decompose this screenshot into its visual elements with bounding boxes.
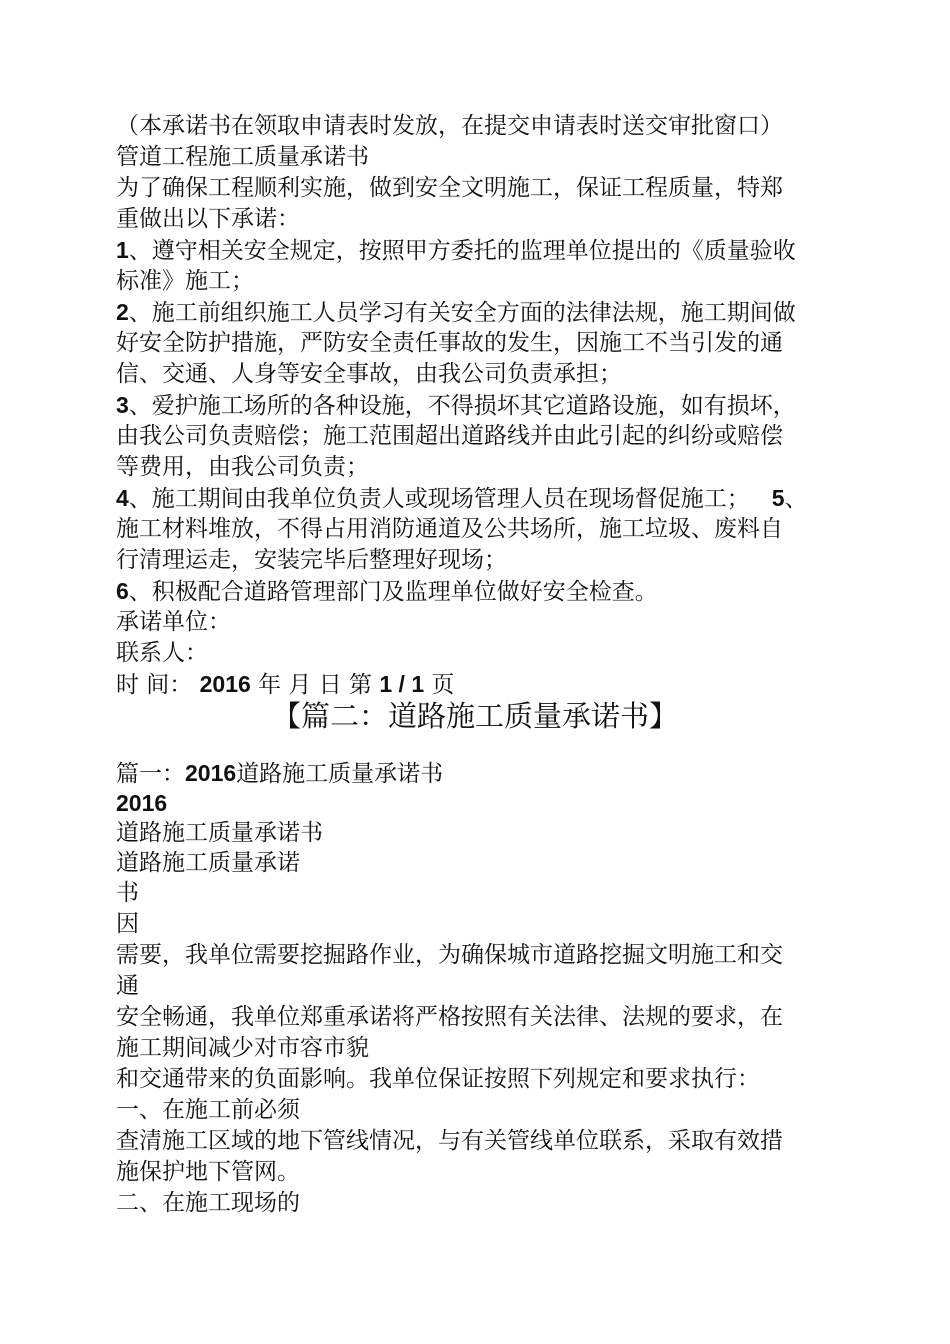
text-line-8: 查清施工区域的地下管线情况，与有关管线单位联系，采取有效措 [116, 1128, 783, 1154]
text-line-10: 二、在施工现场的 [116, 1190, 300, 1216]
item-3-line-2: 由我公司负责赔偿；施工范围超出道路线并由此引起的纠纷或赔偿 [116, 423, 783, 449]
text-line-6: 和交通带来的负面影响。我单位保证按照下列规定和要求执行： [116, 1066, 760, 1092]
intro-line-1: 为了确保工程顺利实施，做到安全文明施工，保证工程质量，特郑 [116, 175, 783, 201]
title-line-2: 道路施工质量承诺 [116, 850, 300, 876]
text-line-5: 施工期间减少对市容市貌 [116, 1035, 369, 1061]
text-line-7: 一、在施工前必须 [116, 1097, 300, 1123]
signer-unit: 承诺单位： [116, 609, 231, 635]
intro-line-2: 重做出以下承诺： [116, 206, 300, 232]
item-5-line-2: 施工材料堆放，不得占用消防通道及公共场所，施工垃圾、废料自 [116, 516, 783, 542]
text-line-9: 施保护地下管网。 [116, 1159, 300, 1185]
date-page-line: 时 间： 2016 年 月 日 第 1 / 1 页 [116, 671, 455, 698]
part-one-title: 篇一：2016道路施工质量承诺书 [116, 760, 444, 787]
item-3-line-3: 等费用，由我公司负责； [116, 454, 369, 480]
item-5-line-3: 行清理运走，安装完毕后整理好现场； [116, 547, 507, 573]
text-line-3: 通 [116, 973, 139, 999]
item-2-line-2: 好安全防护措施，严防安全责任事故的发生，因施工不当引发的通 [116, 330, 783, 356]
item-2-line-1: 2、施工前组织施工人员学习有关安全方面的法律法规，施工期间做 [116, 299, 796, 326]
contact-person: 联系人： [116, 640, 208, 666]
item-3-line-1: 3、爱护施工场所的各种设施，不得损坏其它道路设施，如有损坏， [116, 392, 796, 419]
item-1-line-1: 1、遵守相关安全规定，按照甲方委托的监理单位提出的《质量验收 [116, 237, 796, 264]
title-line-1: 道路施工质量承诺书 [116, 820, 323, 846]
year-line: 2016 [116, 790, 168, 816]
item-2-line-3: 信、交通、人身等安全事故，由我公司负责承担； [116, 361, 622, 387]
title-line-3: 书 [116, 880, 139, 906]
item-1-line-2: 标准》施工； [116, 268, 254, 294]
text-line-1: 因 [116, 911, 139, 937]
doc-title: 管道工程施工质量承诺书 [116, 144, 369, 170]
item-6-line: 6、积极配合道路管理部门及监理单位做好安全检查。 [116, 578, 658, 605]
text-line-2: 需要，我单位需要挖掘路作业，为确保城市道路挖掘文明施工和交 [116, 942, 783, 968]
item-4-5-line: 4、施工期间由我单位负责人或现场管理人员在现场督促施工； 5、 [116, 485, 808, 512]
text-line-4: 安全畅通，我单位郑重承诺将严格按照有关法律、法规的要求，在 [116, 1004, 783, 1030]
note-line: （本承诺书在领取申请表时发放，在提交申请表时送交审批窗口） [116, 113, 783, 139]
section-heading: 【篇二：道路施工质量承诺书】 [271, 699, 678, 733]
